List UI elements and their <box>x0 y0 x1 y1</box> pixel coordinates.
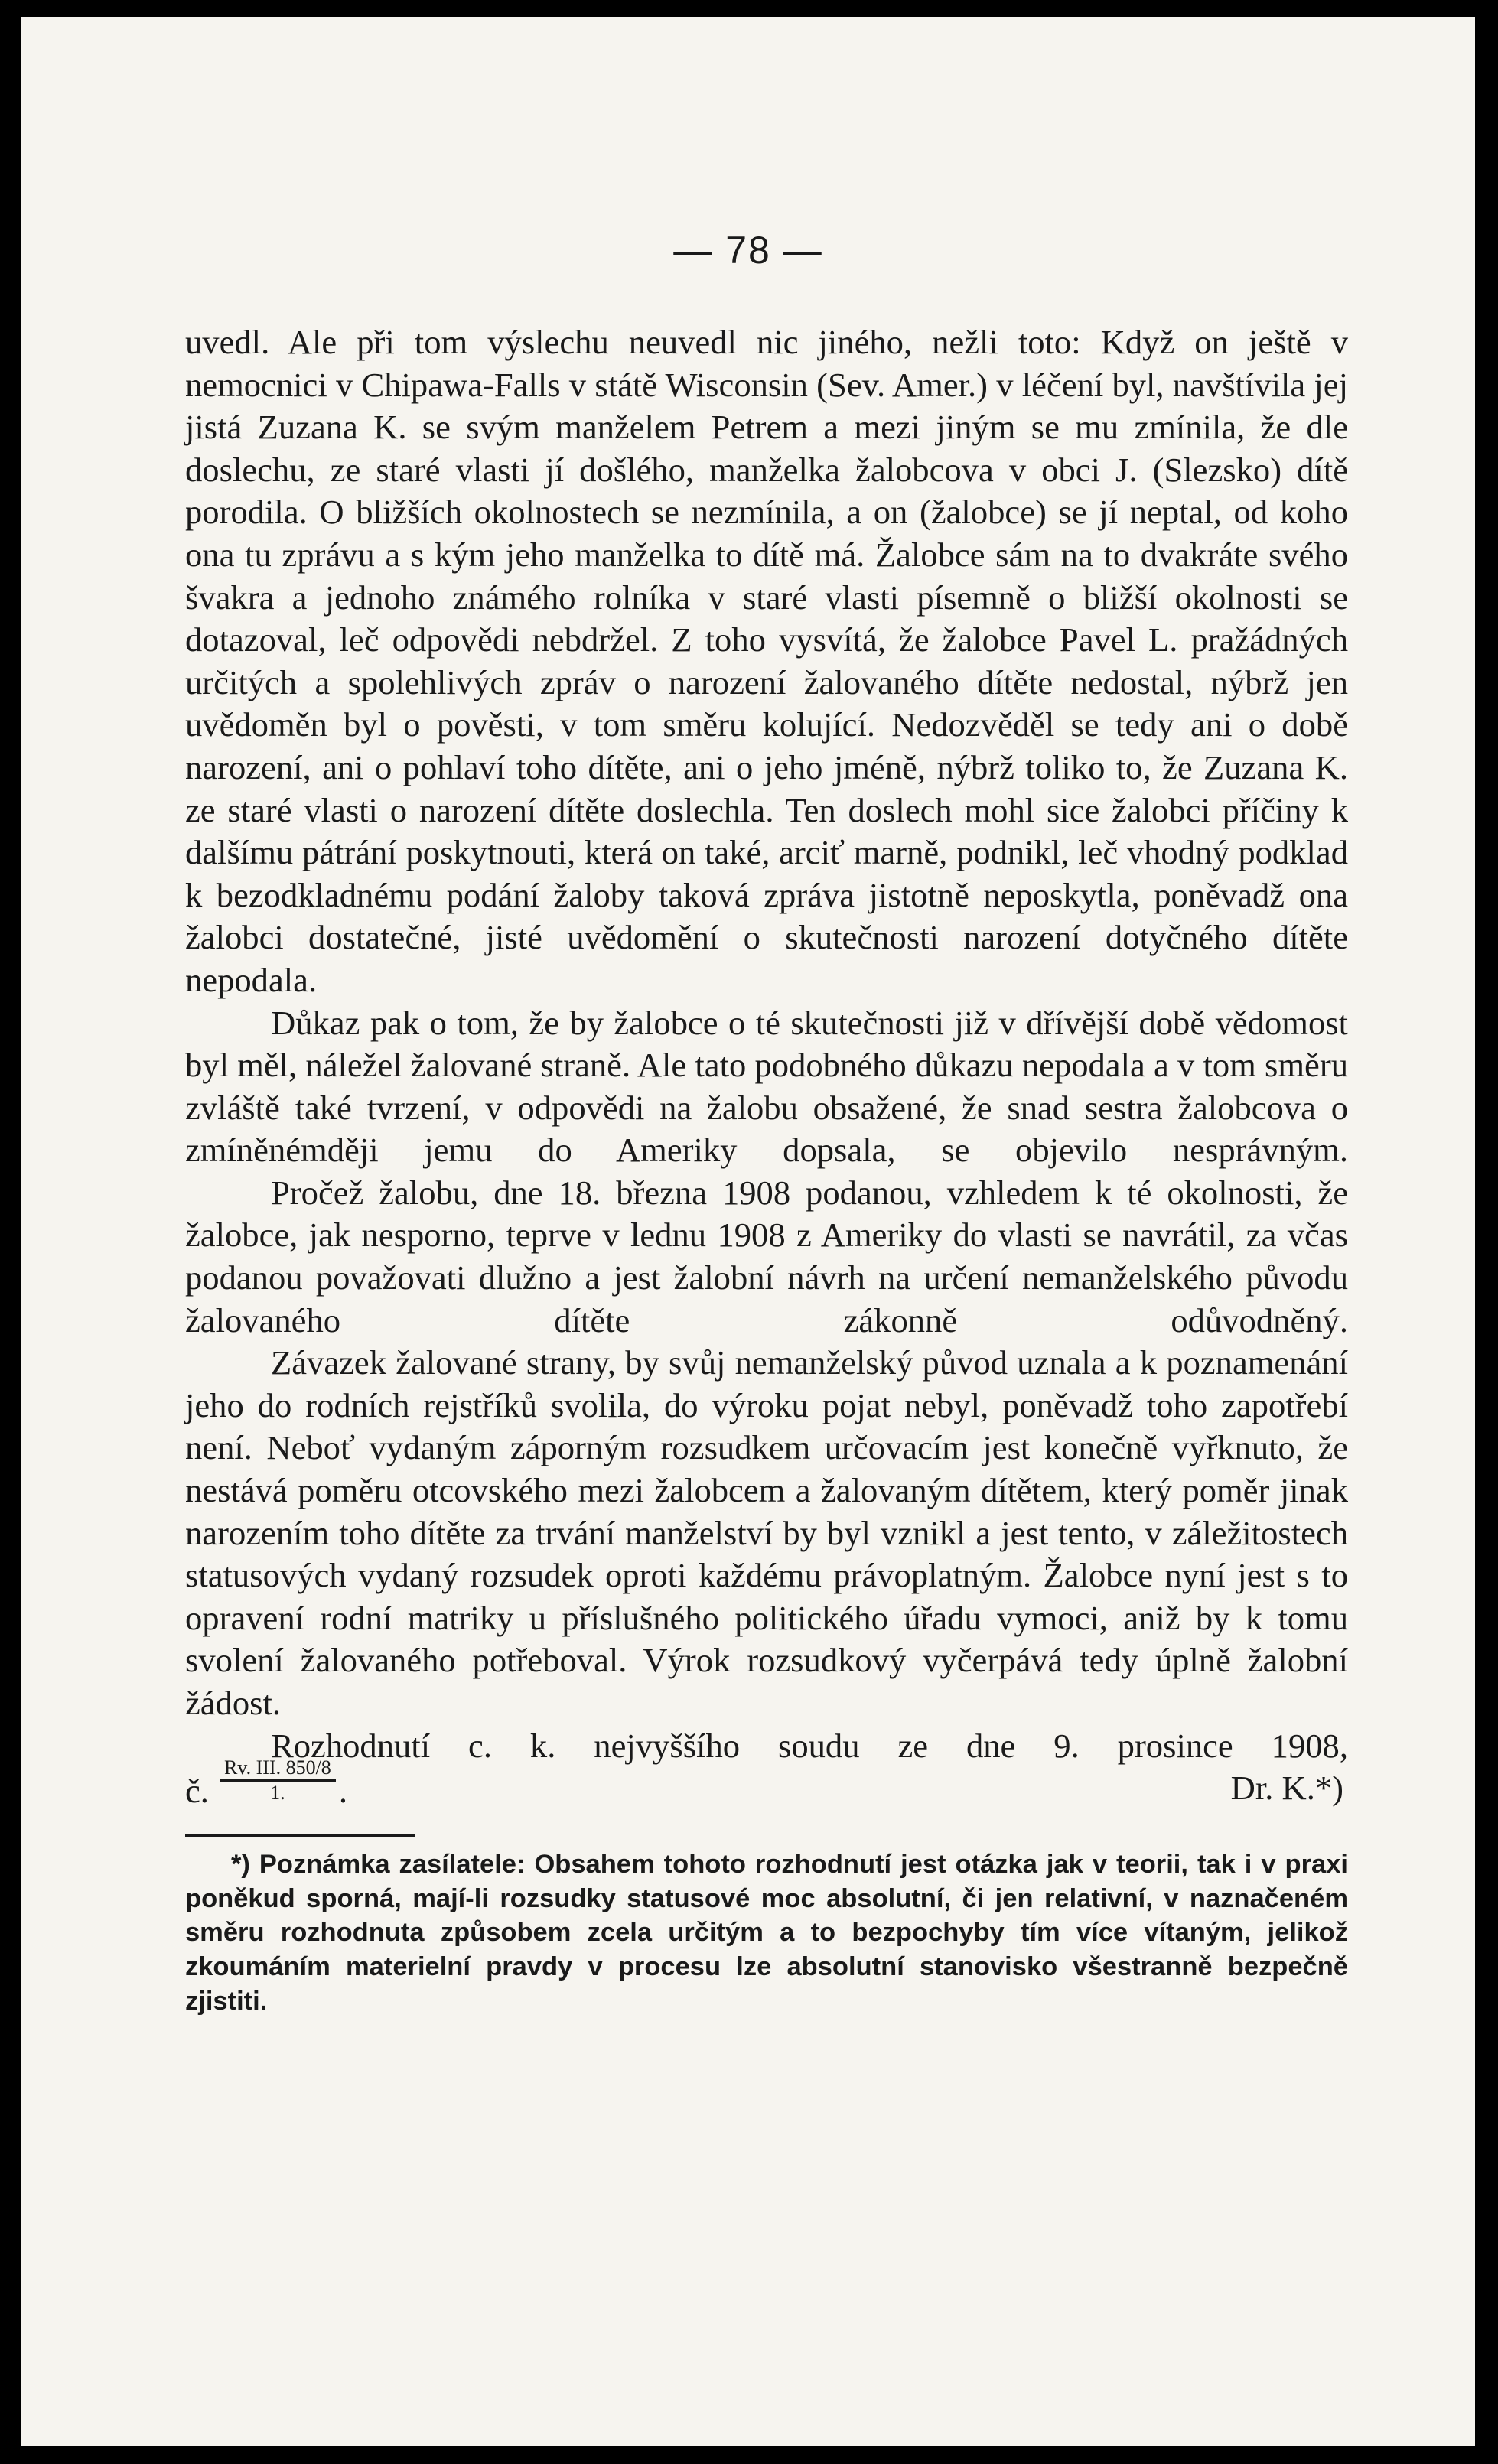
paragraph-4: Závazek žalované strany, by svůj nemanželský původ uznala a k poznamenání jeho do rodních rejstříků svolila, do výroku pojat nebyl, poněvadž toho zapotřebí není. Neboť vydaným záporným rozsudkem určovacím jest konečně vyřknuto, že nestává poměru otcovského mezi žalobcem a žalovaným dítětem, který poměr jinak narozením toho dítěte za trvání manželství by byl vznikl a jest tento, v záležitostech statusových vydaný rozsudek oproti každému právoplatným. Žalobce nyní jest s to opravení rodní matriky u příslušného politického úřadu vymoci, aniž by k tomu svolení žalovaného potřeboval. Výrok rozsudkový vyčerpává tedy úplně žalobní žádost. <box>185 1343 1348 1722</box>
footnote-divider <box>185 1834 415 1837</box>
case-numerator: Rv. III. 850/8 <box>220 1756 336 1782</box>
footnote: *) Poznámka zasílatele: Obsahem tohoto rozhodnutí jest otázka jak v teorii, tak i v praxi poněkud sporná, mají-li rozsudky statusové moc absolutní, či jen relativní, v naznačeném směru rozhodnuta způsobem zcela určitým a to bezpochyby tím více vítaným, jelikož zkoumáním materielní pravdy v procesu lze absolutní stanovisko všestranně bezpečně zjistiti. <box>185 1850 1348 2016</box>
decision-line: Rozhodnutí c. k. nejvyššího soudu ze dne 9. prosince 1908, <box>271 1726 1348 1765</box>
case-prefix: č. <box>185 1771 209 1810</box>
case-denominator: 1. <box>270 1782 285 1805</box>
paragraph-1: uvedl. Ale při tom výslechu neuvedl nic jiného, nežli toto: Když on ještě v nemocnici v Chipawa-Falls v státě Wisconsin (Sev. Amer.) v léčení byl, navštívila jej jistá Zuzana K. se svým manželem Petrem a mezi jiným se mu zmínila, že dle doslechu, ze staré vlasti jí došlého, manželka žalobcova v obci J. (Slezsko) dítě porodila. O bližších okolnostech se nezmínila, a on (žalobce) se jí neptal, od koho ona tu zprávu a s kým jeho manželka to dítě má. Žalobce sám na to dvakráte svého švakra a jednoho známého rolníka v staré vlasti písemně o bližší okolnosti se dotazoval, leč odpovědi nebdržel. Z toho vysvítá, že žalobce Pavel L. pražádných určitých a spolehlivých zpráv o narození žalovaného dítěte nedostal, nýbrž jen uvědoměn byl o pověsti, v tom směru kolující. Nedozvěděl se tedy ani o době narození, ani o pohlaví toho dítěte, ani o jeho jméně, nýbrž toliko to, že Zuzana K. ze staré vlasti o narození dítěte doslechla. Ten doslech mohl sice žalobci příčiny k dalšímu pátrání poskytnouti, která on také, arciť marně, podnikl, leč vhodný podklad k bezodkladnému podání žaloby taková zpráva jistotně neposkytla, poněvadž ona žalobci dostatečné, jisté uvědomění o skutečnosti narození dotyčného dítěte nepodala. <box>185 323 1348 999</box>
page-number: — 78 — <box>673 229 823 272</box>
paragraph-3: Pročež žalobu, dne 18. března 1908 podanou, vzhledem k té okolnosti, že žalobce, jak nesporno, teprve v lednu 1908 z Ameriky do vlasti se navrátil, za včas podanou považovati dlužno a jest žalobní návrh na určení nemanželského původu žalovaného dítěte zákonně odůvodněný. <box>185 1173 1348 1339</box>
body-text <box>185 321 1348 2018</box>
case-reference <box>185 1756 347 1815</box>
case-number-fraction <box>220 1756 336 1805</box>
case-signature-row <box>185 1756 1348 1828</box>
scanned-page <box>21 17 1475 2446</box>
case-suffix: . <box>338 1771 347 1810</box>
paragraph-2: Důkaz pak o tom, že by žalobce o té skutečnosti již v dřívější době vědomost byl měl, náležel žalované straně. Ale tato podobného důkazu nepodala a v tom směru zvláště také tvrzení, v odpovědi na žalobu obsažené, že snad sestra žalobcova o zmíněnémději jemu do Ameriky dopsala, se objevilo nesprávným. <box>185 1003 1348 1170</box>
signature: Dr. K.*) <box>1230 1769 1343 1808</box>
